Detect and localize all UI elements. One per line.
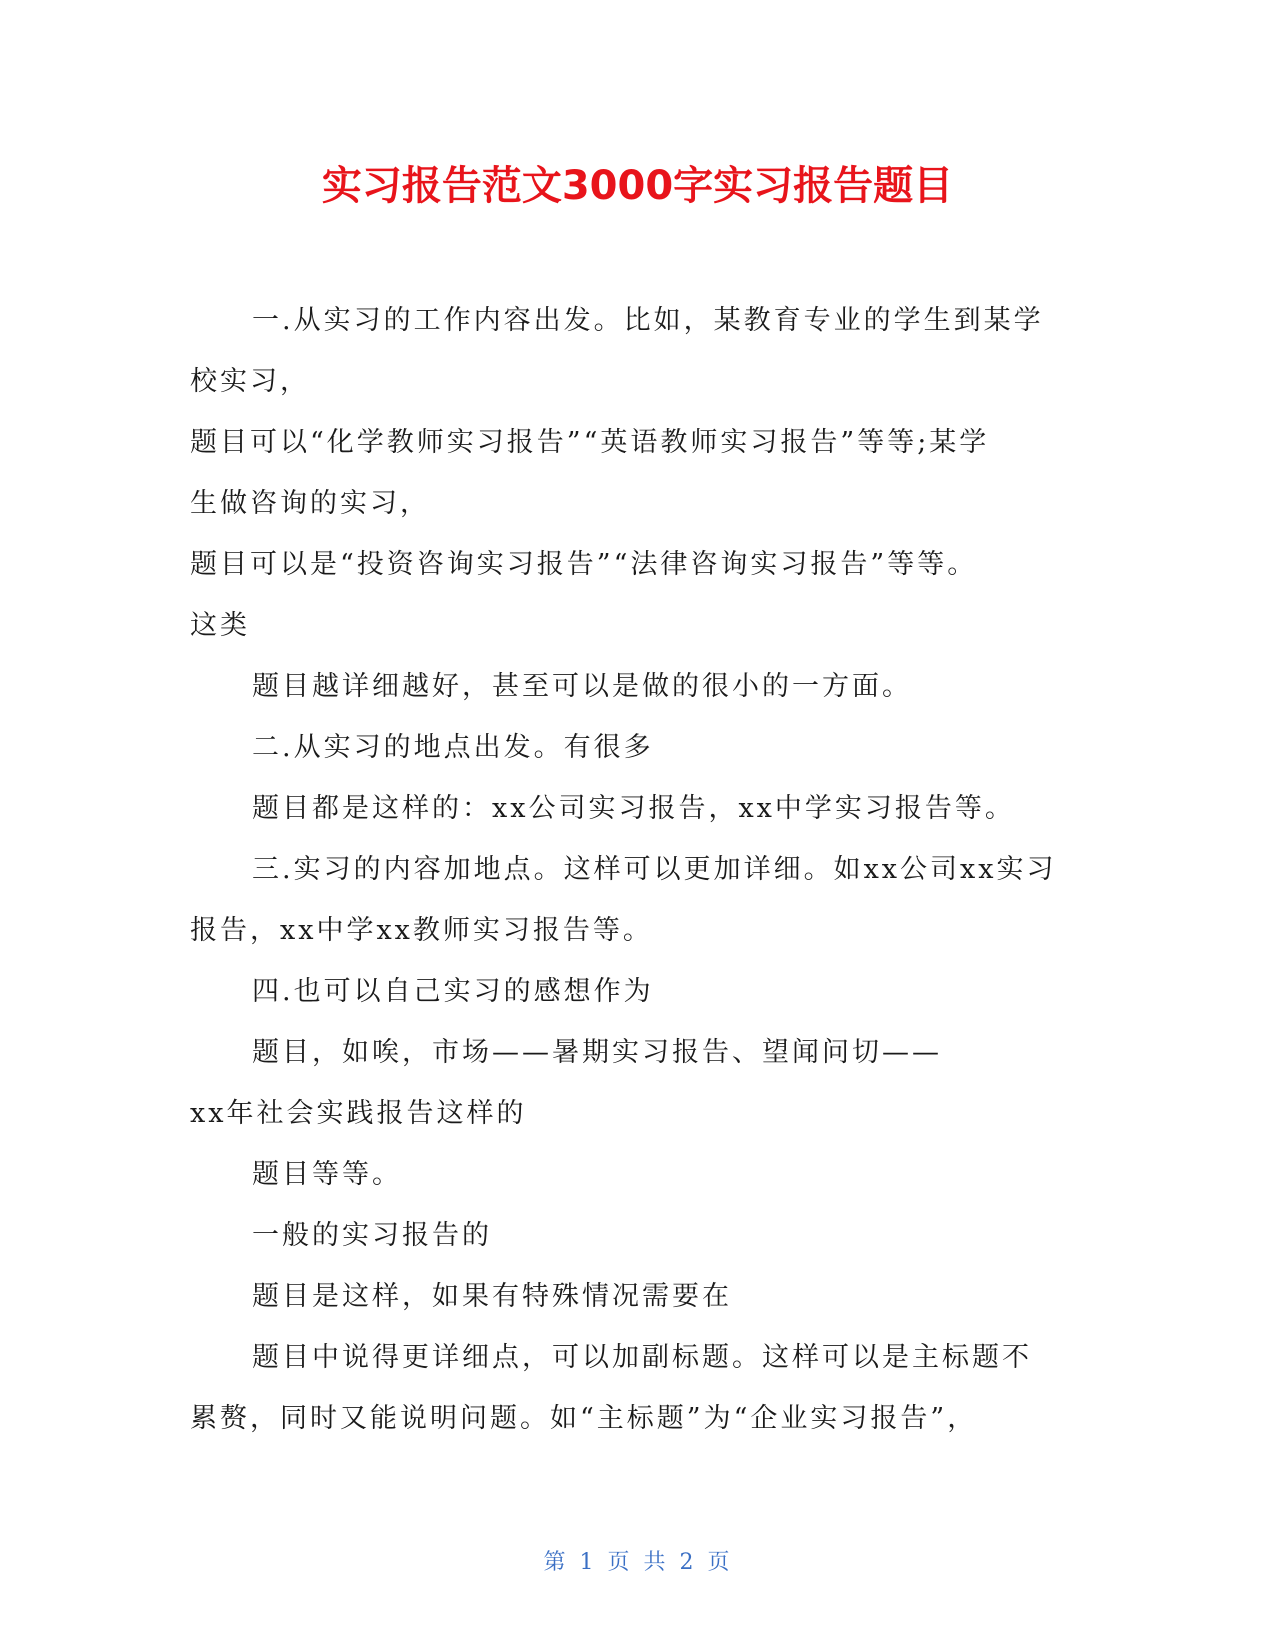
body-line: 题目都是这样的：xx公司实习报告，xx中学实习报告等。 bbox=[252, 793, 1015, 824]
body-line: 一.从实习的工作内容出发。比如，某教育专业的学生到某学 bbox=[252, 305, 1044, 336]
page-footer bbox=[0, 1545, 1275, 1576]
body-line: 题目等等。 bbox=[252, 1159, 402, 1190]
footer-suffix: 页 bbox=[707, 1550, 732, 1575]
body-line: 生做咨询的实习， bbox=[190, 488, 430, 519]
body-line: 累赘，同时又能说明问题。如“主标题”为“企业实习报告”， bbox=[190, 1403, 978, 1434]
body-line: 题目可以是“投资咨询实习报告”“法律咨询实习报告”等等。 bbox=[190, 549, 978, 580]
body-line: 题目可以“化学教师实习报告”“英语教师实习报告”等等;某学 bbox=[190, 427, 990, 458]
body-line: 校实习， bbox=[190, 366, 310, 397]
body-line: 三.实习的内容加地点。这样可以更加详细。如xx公司xx实习 bbox=[252, 854, 1057, 885]
body-line: xx年社会实践报告这样的 bbox=[190, 1098, 527, 1129]
document-title: 实习报告范文3000字实习报告题目 bbox=[321, 163, 954, 209]
footer-prefix: 第 bbox=[543, 1550, 568, 1575]
body-line: 这类 bbox=[190, 610, 250, 641]
body-line: 四.也可以自己实习的感想作为 bbox=[252, 976, 654, 1007]
footer-total-pages: 2 bbox=[679, 1550, 696, 1575]
footer-total-prefix: 共 bbox=[643, 1550, 668, 1575]
body-line: 一般的实习报告的 bbox=[252, 1220, 492, 1251]
body-line: 题目中说得更详细点，可以加副标题。这样可以是主标题不 bbox=[252, 1342, 1032, 1373]
body-line: 题目，如唉，市场——暑期实习报告、望闻问切—— bbox=[252, 1037, 942, 1068]
document-body bbox=[190, 290, 1090, 1449]
body-line: 报告，xx中学xx教师实习报告等。 bbox=[190, 915, 653, 946]
footer-page-word: 页 bbox=[607, 1550, 632, 1575]
body-line: 题目是这样，如果有特殊情况需要在 bbox=[252, 1281, 732, 1312]
body-line: 二.从实习的地点出发。有很多 bbox=[252, 732, 654, 763]
body-line: 题目越详细越好，甚至可以是做的很小的一方面。 bbox=[252, 671, 912, 702]
footer-current-page: 1 bbox=[579, 1550, 596, 1575]
